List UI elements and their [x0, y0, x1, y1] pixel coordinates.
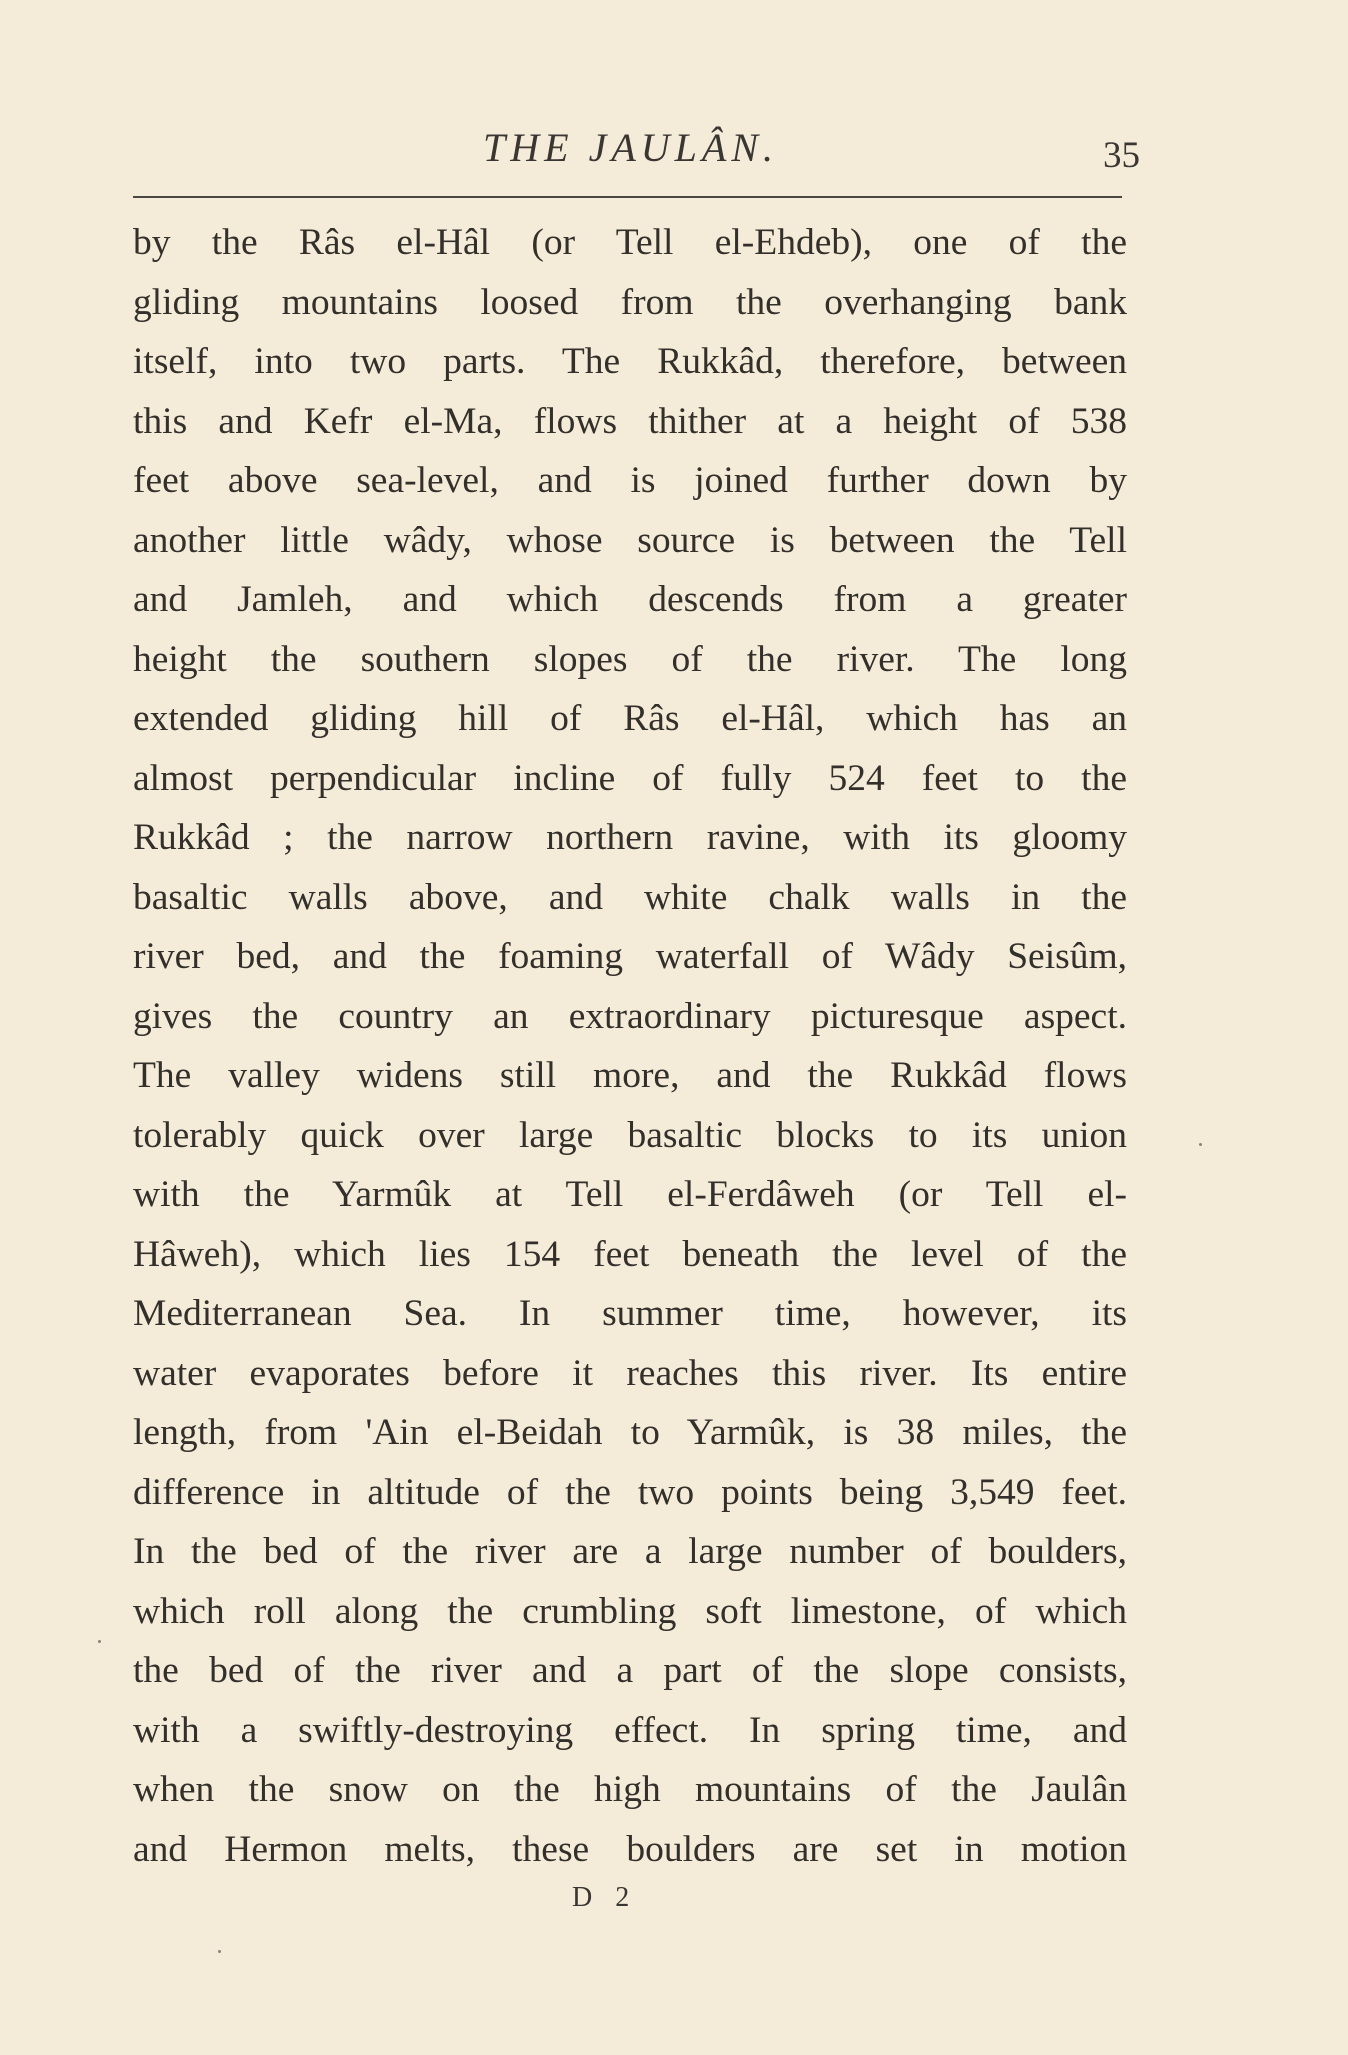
- page-number: 35: [1103, 135, 1140, 176]
- paper-speck: [98, 1640, 101, 1643]
- signature-mark: D 2: [572, 1882, 638, 1913]
- text-line-5: feet above sea-level, and is joined further down by: [133, 460, 1127, 501]
- text-line-26: with a swiftly-destroying effect. In spring time, and: [133, 1709, 1127, 1751]
- body-text: [133, 213, 1127, 1879]
- text-line-8: height the southern slopes of the river. The long: [133, 638, 1127, 680]
- running-title: THE JAULÂN.: [483, 125, 778, 170]
- text-line-23: In the bed of the river are a large number of boulders,: [133, 1531, 1127, 1572]
- text-line-15: The valley widens still more, and the Rukkâd flows: [133, 1055, 1127, 1096]
- text-line-3: itself, into two parts. The Rukkâd, therefore, between: [133, 341, 1127, 382]
- text-line-1: by the Râs el-Hâl (or Tell el-Ehdeb), one of the: [133, 222, 1127, 263]
- running-head: [133, 118, 1140, 178]
- text-line-22: difference in altitude of the two points being 3,549 feet.: [133, 1471, 1127, 1513]
- text-line-16: tolerably quick over large basaltic blocks to its union: [133, 1114, 1127, 1156]
- text-line-9: extended gliding hill of Râs el-Hâl, which has an: [133, 698, 1127, 739]
- text-line-20: water evaporates before it reaches this river. Its entire: [133, 1352, 1127, 1394]
- text-line-14: gives the country an extraordinary picturesque aspect.: [133, 995, 1127, 1037]
- text-line-27: when the snow on the high mountains of the Jaulân: [133, 1769, 1127, 1810]
- text-line-19: Mediterranean Sea. In summer time, however, its: [133, 1293, 1127, 1334]
- text-line-4: this and Kefr el-Ma, flows thither at a height of 538: [133, 400, 1127, 442]
- paper-speck: [1199, 1143, 1202, 1146]
- text-line-11: Rukkâd ; the narrow northern ravine, with its gloomy: [133, 817, 1127, 858]
- paper-speck: [218, 1950, 221, 1953]
- text-line-6: another little wâdy, whose source is between the Tell: [133, 519, 1127, 561]
- text-line-10: almost perpendicular incline of fully 524 feet to the: [133, 757, 1127, 799]
- text-line-7: and Jamleh, and which descends from a greater: [133, 579, 1127, 620]
- text-line-13: river bed, and the foaming waterfall of Wâdy Seisûm,: [133, 936, 1127, 977]
- text-line-28: and Hermon melts, these boulders are set in motion: [133, 1828, 1127, 1870]
- text-line-2: gliding mountains loosed from the overhanging bank: [133, 281, 1127, 323]
- text-line-12: basaltic walls above, and white chalk walls in the: [133, 876, 1127, 918]
- header-rule: [133, 196, 1122, 198]
- text-line-18: Hâweh), which lies 154 feet beneath the level of the: [133, 1233, 1127, 1275]
- text-line-21: length, from 'Ain el-Beidah to Yarmûk, is 38 miles, the: [133, 1412, 1127, 1453]
- text-line-17: with the Yarmûk at Tell el-Ferdâweh (or Tell el-: [133, 1174, 1127, 1215]
- text-line-24: which roll along the crumbling soft limestone, of which: [133, 1590, 1127, 1632]
- text-line-25: the bed of the river and a part of the slope consists,: [133, 1650, 1127, 1691]
